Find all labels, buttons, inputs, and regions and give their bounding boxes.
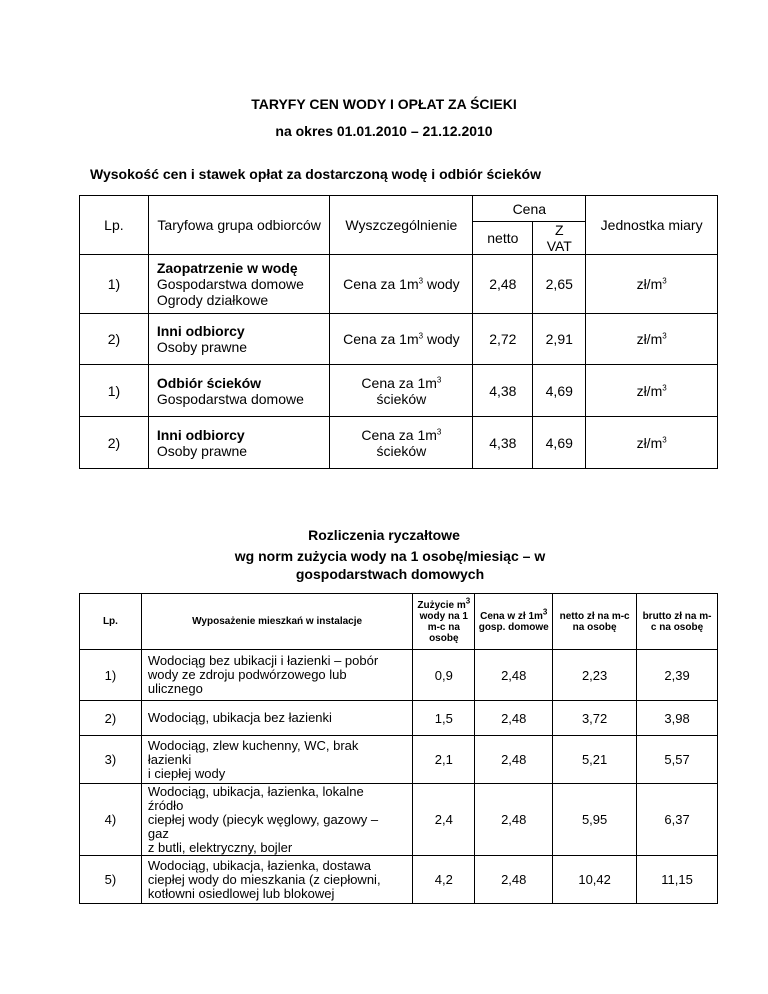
row-vat: 4,69 — [533, 365, 586, 417]
group-line: Gospodarstwa domowe — [156, 276, 304, 292]
row-netto: 2,48 — [473, 255, 533, 314]
row-price: 2,48 — [475, 650, 553, 701]
row-usage: 2,4 — [413, 784, 475, 856]
row-equipment: Wodociąg, ubikacja bez łazienki — [141, 701, 412, 736]
col2-brutto-header: brutto zł na m-c na osobę — [637, 594, 718, 650]
document-period: na okres 01.01.2010 – 21.12.2010 — [275, 123, 493, 139]
group-line: Osoby prawne — [156, 442, 248, 459]
row-equipment: Wodociąg, ubikacja, łazienka, lokalne źródło ciepłej wody (piecyk węglowy, gazowy – gaz z butli, elektryczny, bojler — [141, 784, 412, 856]
col2-usage-header: Zużycie $m^3$ wody na 1 m-c na osobę — [413, 594, 475, 650]
row-lp: 1) — [80, 650, 142, 701]
row-lp: 2) — [80, 417, 149, 469]
row-unit: $zł/m^3$ — [586, 314, 718, 365]
row-price: 2,48 — [475, 784, 553, 856]
row-brutto: 2,39 — [637, 650, 718, 701]
table-row — [80, 736, 718, 784]
row-price: 2,48 — [475, 736, 553, 784]
group-title: Zaopatrzenie w wodę — [156, 260, 298, 276]
row-lp: 1) — [80, 365, 149, 417]
row-spec: Cena za $1m^3$ ścieków — [330, 365, 473, 417]
col-price-header: Cena — [473, 196, 586, 222]
tariff-table — [79, 195, 718, 469]
table-row — [80, 784, 718, 856]
col-group-header: Taryfowa grupa odbiorców — [148, 196, 330, 255]
col-lp-header: Lp. — [80, 196, 149, 255]
row-netto: 10,42 — [553, 856, 637, 904]
row-brutto: 3,98 — [637, 701, 718, 736]
table-row — [80, 701, 718, 736]
table-row — [80, 856, 718, 904]
row-brutto: 6,37 — [637, 784, 718, 856]
row-group — [148, 314, 330, 365]
row-equipment: Wodociąg, zlew kuchenny, WC, brak łazienki i ciepłej wody — [141, 736, 412, 784]
group-line: Gospodarstwa domowe — [156, 390, 304, 407]
col-vat-header: Z VAT — [533, 222, 586, 255]
row-usage: 0,9 — [413, 650, 475, 701]
group-line: Ogrody działkowe — [156, 292, 269, 308]
document-title: TARYFY CEN WODY I OPŁAT ZA ŚCIEKI — [251, 96, 517, 112]
table-row — [80, 650, 718, 701]
row-netto: 4,38 — [473, 365, 533, 417]
section2-heading: Rozliczenia ryczałtowe — [308, 527, 460, 543]
row-lp: 2) — [80, 314, 149, 365]
row-lp: 2) — [80, 701, 142, 736]
row-lp: 3) — [80, 736, 142, 784]
row-usage: 1,5 — [413, 701, 475, 736]
row-netto: 4,38 — [473, 417, 533, 469]
col2-netto-header: netto zł na m-c na osobę — [553, 594, 637, 650]
tariff-row — [80, 417, 718, 469]
tariff-row — [80, 365, 718, 417]
row-lp: 1) — [80, 255, 149, 314]
row-netto: 2,23 — [553, 650, 637, 701]
col2-lp-header: Lp. — [80, 594, 142, 650]
row-lp: 4) — [80, 784, 142, 856]
flat-rate-table — [79, 593, 718, 904]
row-netto: 3,72 — [553, 701, 637, 736]
tariff-row — [80, 314, 718, 365]
row-unit: $zł/m^3$ — [586, 365, 718, 417]
row-usage: 2,1 — [413, 736, 475, 784]
row-group — [148, 365, 330, 417]
row-usage: 4,2 — [413, 856, 475, 904]
row-spec: Cena za $1m^3$ ścieków — [330, 417, 473, 469]
row-vat: 2,65 — [533, 255, 586, 314]
col2-price-header: Cena w zł $1m^3$ gosp. domowe — [475, 594, 553, 650]
section2-subheading: wg norm zużycia wody na 1 osobę/miesiąc – w gospodarstwach domowych — [234, 548, 546, 582]
group-title: Odbiór ścieków — [156, 374, 262, 391]
row-unit: $zł/m^3$ — [586, 255, 718, 314]
row-brutto: 11,15 — [637, 856, 718, 904]
row-netto: 2,72 — [473, 314, 533, 365]
row-group — [148, 417, 330, 469]
row-netto: 5,95 — [553, 784, 637, 856]
row-netto: 5,21 — [553, 736, 637, 784]
row-price: 2,48 — [475, 856, 553, 904]
col-unit-header: Jednostka miary — [586, 196, 718, 255]
row-group — [148, 255, 330, 314]
col-netto-header: netto — [473, 222, 533, 255]
group-line: Osoby prawne — [156, 339, 248, 355]
row-price: 2,48 — [475, 701, 553, 736]
row-unit: $zł/m^3$ — [586, 417, 718, 469]
row-brutto: 5,57 — [637, 736, 718, 784]
col-spec-header: Wyszczególnienie — [330, 196, 473, 255]
row-equipment: Wodociąg bez ubikacji i łazienki – pobór wody ze zdroju podwórzowego lub ulicznego — [141, 650, 412, 701]
row-spec: Cena za $1m^3$ wody — [330, 314, 473, 365]
row-vat: 4,69 — [533, 417, 586, 469]
row-spec: Cena za $1m^3$ wody — [330, 255, 473, 314]
row-equipment: Wodociąg, ubikacja, łazienka, dostawa ciepłej wody do mieszkania (z ciepłowni, kotłowni osiedlowej lub blokowej — [141, 856, 412, 904]
row-lp: 5) — [80, 856, 142, 904]
group-title: Inni odbiorcy — [156, 323, 245, 339]
row-vat: 2,91 — [533, 314, 586, 365]
group-title: Inni odbiorcy — [156, 426, 245, 443]
col2-equipment-header: Wyposażenie mieszkań w instalacje — [141, 594, 412, 650]
section1-heading: Wysokość cen i stawek opłat za dostarczoną wodę i odbiór ścieków — [90, 166, 541, 182]
tariff-row — [80, 255, 718, 314]
